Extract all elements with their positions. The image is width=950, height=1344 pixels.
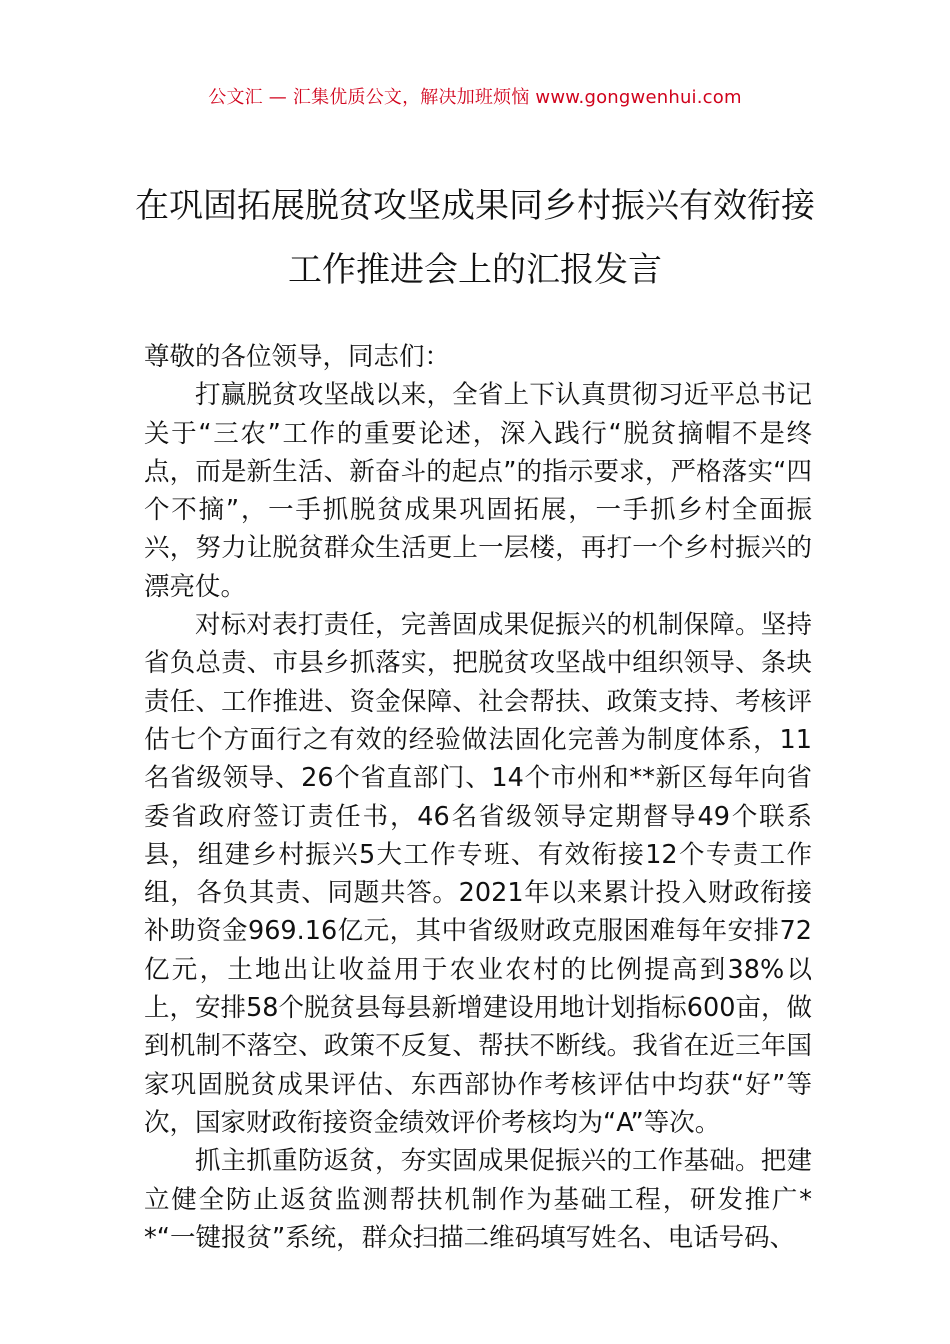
document-title: 在巩固拓展脱贫攻坚成果同乡村振兴有效衔接工作推进会上的汇报发言: [135, 186, 815, 290]
salutation: 尊敬的各位领导，同志们：: [144, 342, 451, 372]
header-banner: 公文汇 — 汇集优质公文，解决加班烦恼 www.gongwenhui.com: [208, 87, 742, 108]
paragraph-2: 对标对表打责任，完善固成果促振兴的机制保障。坚持省负总责、市县乡抓落实，把脱贫攻坚战中组织领导、条块责任、工作推进、资金保障、社会帮扶、政策支持、考核评估七个方面行之有效的经验做法固化完善为制度体系，11名省级领导、26个省直部门、14个市州和**新区每年向省委省政府签订责任书，46名省级领导定期督导49个联系县，组建乡村振兴5大工作专班、有效衔接12个专责工作组，各负其责、同题共答。2021年以来累计投入财政衔接补助资金969.16亿元，其中省级财政克服困难每年安排72亿元，土地出让收益用于农业农村的比例提高到38%以上，安排58个脱贫县每县新增建设用地计划指标600亩，做到机制不落空、政策不反复、帮扶不断线。我省在近三年国家巩固脱贫成果评估、东西部协作考核评估中均获“好”等次，国家财政衔接资金绩效评价考核均为“A”等次。: [144, 610, 812, 1138]
document-body: [144, 338, 812, 1257]
paragraph-1: 打赢脱贫攻坚战以来，全省上下认真贯彻习近平总书记关于“三农”工作的重要论述，深入践行“脱贫摘帽不是终点，而是新生活、新奋斗的起点”的指示要求，严格落实“四个不摘”，一手抓脱贫成果巩固拓展，一手抓乡村全面振兴，努力让脱贫群众生活更上一层楼，再打一个乡村振兴的漂亮仗。: [144, 380, 812, 602]
paragraph-3: 抓主抓重防返贫，夯实固成果促振兴的工作基础。把建立健全防止返贫监测帮扶机制作为基础工程，研发推广**“一键报贫”系统，群众扫描二维码填写姓名、电话号码、: [144, 1146, 812, 1253]
